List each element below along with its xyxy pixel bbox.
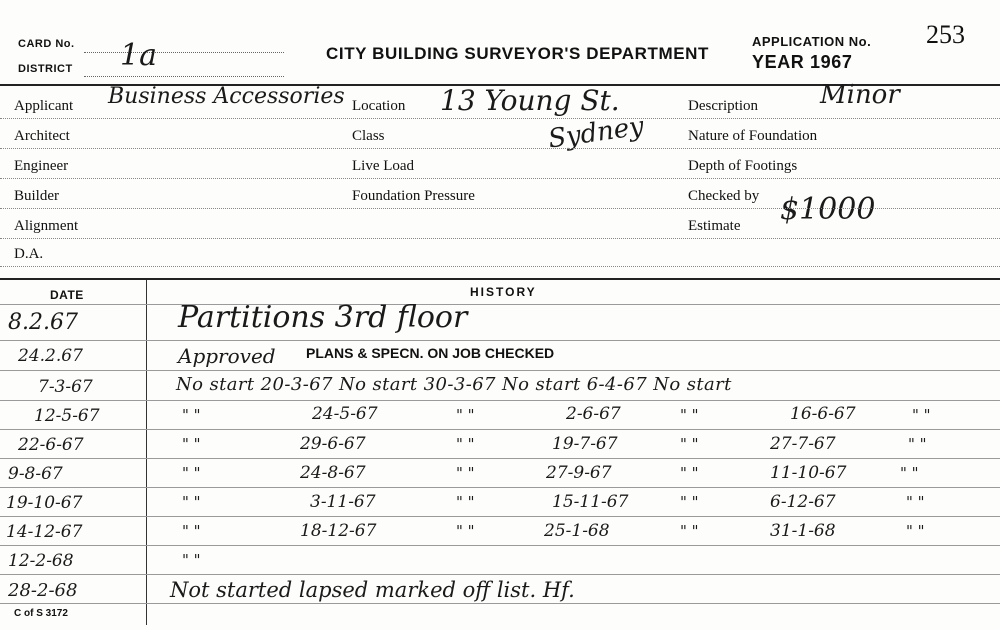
history-entry: Not started lapsed marked off list. Hf. <box>170 578 575 602</box>
live-load-label: Live Load <box>352 158 415 174</box>
applicant-value: Business Accessories <box>108 84 345 109</box>
class-label: Class <box>352 128 385 144</box>
ditto-mark: " " <box>680 464 699 482</box>
fields-divider <box>0 278 1000 280</box>
history-entry: Approved <box>178 344 276 368</box>
depth-of-footings-label: Depth of Footings <box>688 158 798 174</box>
ditto-mark: " " <box>456 435 475 453</box>
da-label: D.A. <box>14 246 44 262</box>
ditto-mark: " " <box>680 406 699 424</box>
history-recheck-date: 19-7-67 <box>552 434 618 454</box>
history-date: 19-10-67 <box>6 493 83 513</box>
card-no-line <box>84 52 284 53</box>
ditto-mark: " " <box>908 435 927 453</box>
district-line <box>84 76 284 77</box>
description-label: Description <box>688 98 758 114</box>
ditto-mark: " " <box>906 493 925 511</box>
builder-label: Builder <box>14 188 59 204</box>
field-rule-6 <box>0 266 1000 267</box>
history-rule-0 <box>0 304 1000 305</box>
history-recheck-date: 18-12-67 <box>300 521 377 541</box>
department-title: CITY BUILDING SURVEYOR'S DEPARTMENT <box>326 44 710 63</box>
history-date: 14-12-67 <box>6 522 83 542</box>
ditto-mark: " " <box>182 406 201 424</box>
location-label: Location <box>352 98 406 114</box>
checked-stamp: PLANS & SPECN. ON JOB CHECKED <box>306 345 555 361</box>
history-recheck-date: 6-12-67 <box>770 492 836 512</box>
ditto-mark: " " <box>182 435 201 453</box>
history-recheck-date: 24-8-67 <box>300 463 366 483</box>
history-date: 12-2-68 <box>8 551 74 571</box>
ditto-mark: " " <box>456 464 475 482</box>
history-recheck-date: 16-6-67 <box>790 404 856 424</box>
history-date: 8.2.67 <box>8 310 78 335</box>
history-recheck-date: 11-10-67 <box>770 463 847 483</box>
history-rule-6 <box>0 487 1000 488</box>
history-rule-8 <box>0 545 1000 546</box>
field-rule-5 <box>0 238 1000 239</box>
ditto-mark: " " <box>456 522 475 540</box>
ditto-mark: " " <box>182 551 201 569</box>
history-header: HISTORY <box>470 285 537 299</box>
date-header: DATE <box>50 288 84 302</box>
history-rule-1 <box>0 340 1000 341</box>
field-rule-3 <box>0 178 1000 179</box>
history-recheck-date: 3-11-67 <box>310 492 376 512</box>
history-rule-10 <box>0 603 1000 604</box>
location-value-street: 13 Young St. <box>440 84 620 117</box>
year-label: YEAR 1967 <box>752 52 853 72</box>
ditto-mark: " " <box>680 435 699 453</box>
history-entry: Partitions 3rd floor <box>178 300 468 335</box>
history-date: 24.2.67 <box>18 346 83 366</box>
history-entry: No start 20-3-67 No start 30-3-67 No start 6-4-67 No start <box>176 374 732 395</box>
history-rule-4 <box>0 429 1000 430</box>
history-recheck-date: 2-6-67 <box>566 404 621 424</box>
history-date: 12-5-67 <box>34 406 100 426</box>
ditto-mark: " " <box>900 464 919 482</box>
ditto-mark: " " <box>182 464 201 482</box>
foundation-pressure-label: Foundation Pressure <box>352 188 475 204</box>
card-no-value: 1a <box>120 38 157 73</box>
description-value: Minor <box>820 80 900 110</box>
history-recheck-date: 29-6-67 <box>300 434 366 454</box>
history-rule-3 <box>0 400 1000 401</box>
alignment-label: Alignment <box>14 218 79 234</box>
district-label: DISTRICT <box>18 63 73 75</box>
ditto-mark: " " <box>182 522 201 540</box>
ditto-mark: " " <box>912 406 931 424</box>
field-rule-4 <box>0 208 1000 209</box>
history-date: 22-6-67 <box>18 435 84 455</box>
history-rule-2 <box>0 370 1000 371</box>
field-rule-1 <box>0 118 1000 119</box>
ditto-mark: " " <box>456 493 475 511</box>
history-recheck-date: 24-5-67 <box>312 404 378 424</box>
history-date: 9-8-67 <box>8 464 63 484</box>
history-date: 28-2-68 <box>8 580 78 601</box>
applicant-label: Applicant <box>14 98 74 114</box>
ditto-mark: " " <box>182 493 201 511</box>
history-recheck-date: 25-1-68 <box>544 521 610 541</box>
architect-label: Architect <box>14 128 70 144</box>
history-date: 7-3-67 <box>38 377 93 397</box>
history-recheck-date: 31-1-68 <box>770 521 836 541</box>
history-recheck-date: 27-7-67 <box>770 434 836 454</box>
estimate-label: Estimate <box>688 218 741 234</box>
nature-of-foundation-label: Nature of Foundation <box>688 128 818 144</box>
history-rule-9 <box>0 574 1000 575</box>
field-rule-2 <box>0 148 1000 149</box>
history-rule-7 <box>0 516 1000 517</box>
card-no-label: CARD No. <box>18 38 75 50</box>
history-recheck-date: 27-9-67 <box>546 463 612 483</box>
history-recheck-date: 15-11-67 <box>552 492 629 512</box>
estimate-value: $1000 <box>780 192 876 227</box>
ditto-mark: " " <box>680 522 699 540</box>
checked-by-label: Checked by <box>688 188 760 204</box>
history-rule-5 <box>0 458 1000 459</box>
ditto-mark: " " <box>456 406 475 424</box>
form-code: C of S 3172 <box>14 608 68 619</box>
application-label: APPLICATION No. <box>752 34 872 49</box>
engineer-label: Engineer <box>14 158 69 174</box>
location-value-city: Sydney <box>546 111 646 155</box>
ditto-mark: " " <box>906 522 925 540</box>
ditto-mark: " " <box>680 493 699 511</box>
application-number: 253 <box>926 20 965 49</box>
